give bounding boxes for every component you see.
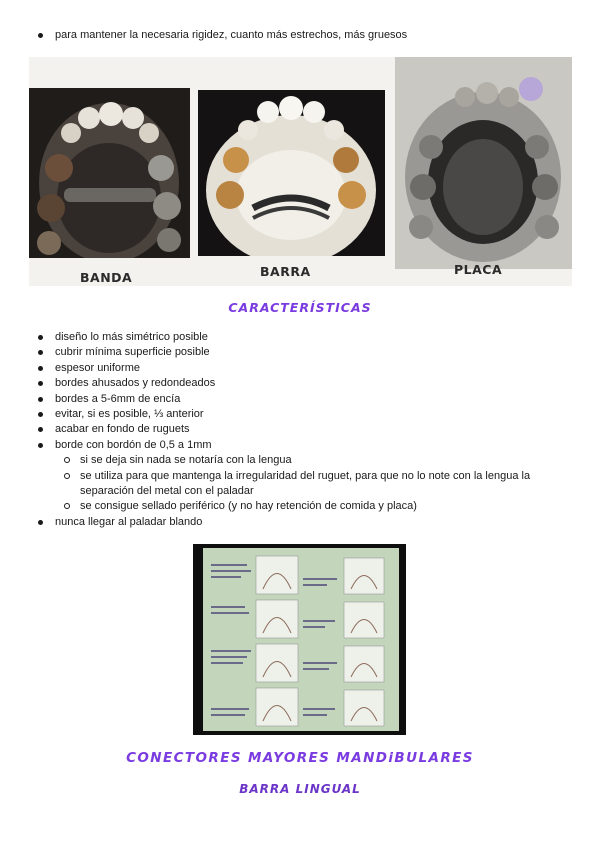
- photo-barra-connector: [198, 90, 385, 256]
- features-list: [30, 330, 580, 530]
- photo-placa-connector: [395, 57, 572, 269]
- photo-banda-connector: [29, 88, 190, 258]
- projector-slide-photo: [193, 544, 406, 735]
- list-item: [30, 438, 580, 515]
- dental-photo-strip: [29, 57, 572, 286]
- sub-list-item: si se deja sin nada se notaría con la lengua: [55, 453, 580, 468]
- list-item: evitar, si es posible, ⅓ anterior: [30, 407, 580, 422]
- sub-list-item: se utiliza para que mantenga la irregularidad del ruguet, para que no lo note con la lengua la separación del metal con el paladar: [55, 469, 580, 500]
- list-item: diseño lo más simétrico posible: [30, 330, 580, 345]
- intro-list: [30, 28, 580, 43]
- list-item: bordes a 5-6mm de encía: [30, 392, 580, 407]
- sub-list: [55, 453, 580, 515]
- photo-label-placa: PLACA: [454, 262, 503, 277]
- list-item: cubrir mínima superficie posible: [30, 345, 580, 360]
- section-heading-conectores: CONECTORES MAYORES MANDiBULARES: [126, 750, 474, 766]
- list-item: para mantener la necesaria rigidez, cuanto más estrechos, más gruesos: [30, 28, 580, 43]
- list-item: acabar en fondo de ruguets: [30, 422, 580, 437]
- list-item: espesor uniforme: [30, 361, 580, 376]
- list-item: bordes ahusados y redondeados: [30, 376, 580, 391]
- photo-label-banda: BANDA: [80, 270, 133, 285]
- sub-list-item: se consigue sellado periférico (y no hay retención de comida y placa): [55, 499, 580, 514]
- section-heading-caracteristicas: CARACTERÍSTICAS: [228, 300, 372, 315]
- list-item-text: borde con bordón de 0,5 a 1mm: [55, 438, 212, 451]
- photo-label-barra: BARRA: [260, 264, 311, 279]
- section-heading-barra-lingual: BARRA LINGUAL: [239, 782, 361, 796]
- list-item: nunca llegar al paladar blando: [30, 515, 580, 530]
